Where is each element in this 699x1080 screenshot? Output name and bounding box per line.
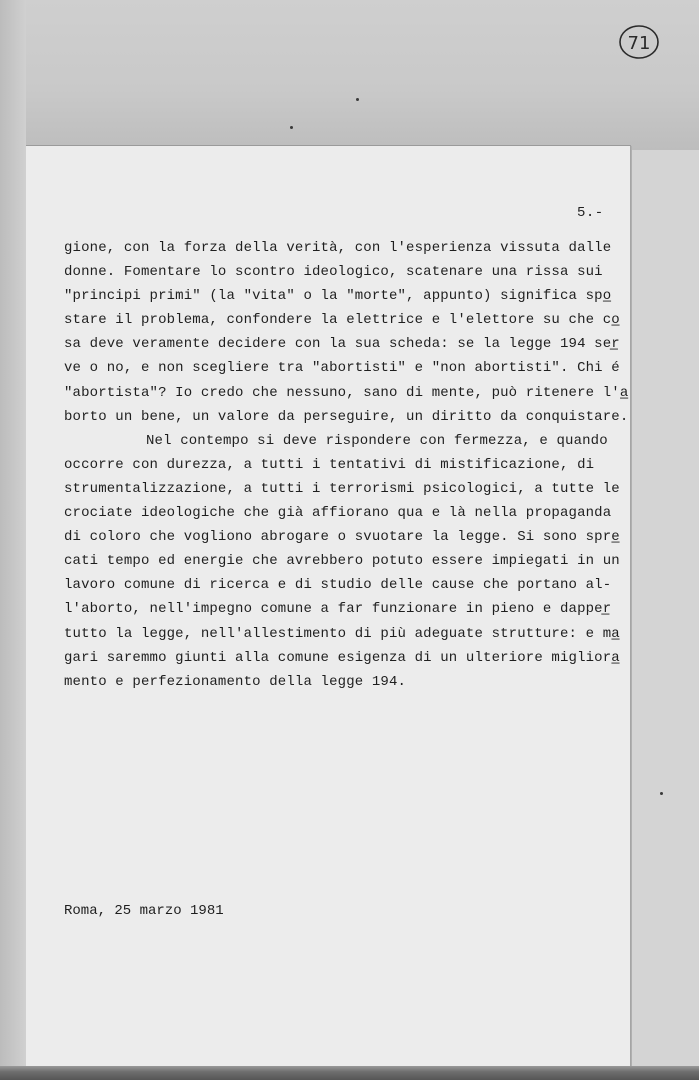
- text-line: crociate ideologiche che già affiorano qua e là nella propaganda: [64, 505, 612, 522]
- scan-bottom-edge: [0, 1066, 699, 1080]
- text-line: borto un bene, un valore da perseguire, un diritto da conquistare.: [64, 408, 629, 425]
- text-line-indented: Nel contempo si deve rispondere con fermezza, e quando: [146, 432, 608, 449]
- scan-background-top: [0, 0, 699, 150]
- text-line: "abortista"? Io credo che nessuno, sano di mente, può ritenere l'a̲: [64, 384, 629, 401]
- text-line: lavoro comune di ricerca e di studio delle cause che portano al-: [64, 577, 612, 594]
- archive-mark-number: 71: [627, 33, 651, 54]
- text-line: ve o no, e non scegliere tra "abortisti" e "non abortisti". Chi é: [64, 360, 620, 377]
- text-line: tutto la legge, nell'allestimento di più adeguate strutture: e ma̲: [64, 625, 620, 642]
- text-line: strumentalizzazione, a tutti i terrorismi psicologici, a tutte le: [64, 480, 620, 497]
- text-line: "principi primi" (la "vita" o la "morte", appunto) significa spo̲: [64, 288, 612, 305]
- text-line: sa deve veramente decidere con la sua scheda: se la legge 194 ser̲: [64, 336, 620, 353]
- scan-left-shadow: [0, 0, 26, 1080]
- text-line: donne. Fomentare lo scontro ideologico, scatenare una rissa sui: [64, 264, 603, 281]
- text-line: di coloro che vogliono abrogare o svuotare la legge. Si sono spre̲: [64, 529, 620, 546]
- body-text: [64, 236, 629, 694]
- scan-speck: [290, 126, 293, 129]
- text-line: gari saremmo giunti alla comune esigenza di un ulteriore migliora̲: [64, 649, 620, 666]
- text-line: cati tempo ed energie che avrebbero potuto essere impiegati in un: [64, 553, 620, 570]
- scan-speck: [356, 98, 359, 101]
- text-line: occorre con durezza, a tutti i tentativi di mistificazione, di: [64, 456, 595, 473]
- scan-speck: [660, 792, 663, 795]
- text-line: l'aborto, nell'impegno comune a far funzionare in pieno e dapper̲: [64, 601, 612, 618]
- text-line: mento e perfezionamento della legge 194.: [64, 673, 407, 690]
- place-date: Roma, 25 marzo 1981: [64, 903, 224, 919]
- text-line: gione, con la forza della verità, con l'esperienza vissuta dalle: [64, 240, 612, 256]
- archive-mark: [617, 22, 661, 62]
- page-number: 5.-: [577, 205, 604, 221]
- text-line: stare il problema, confondere la elettrice e l'elettore su che co̲: [64, 312, 620, 329]
